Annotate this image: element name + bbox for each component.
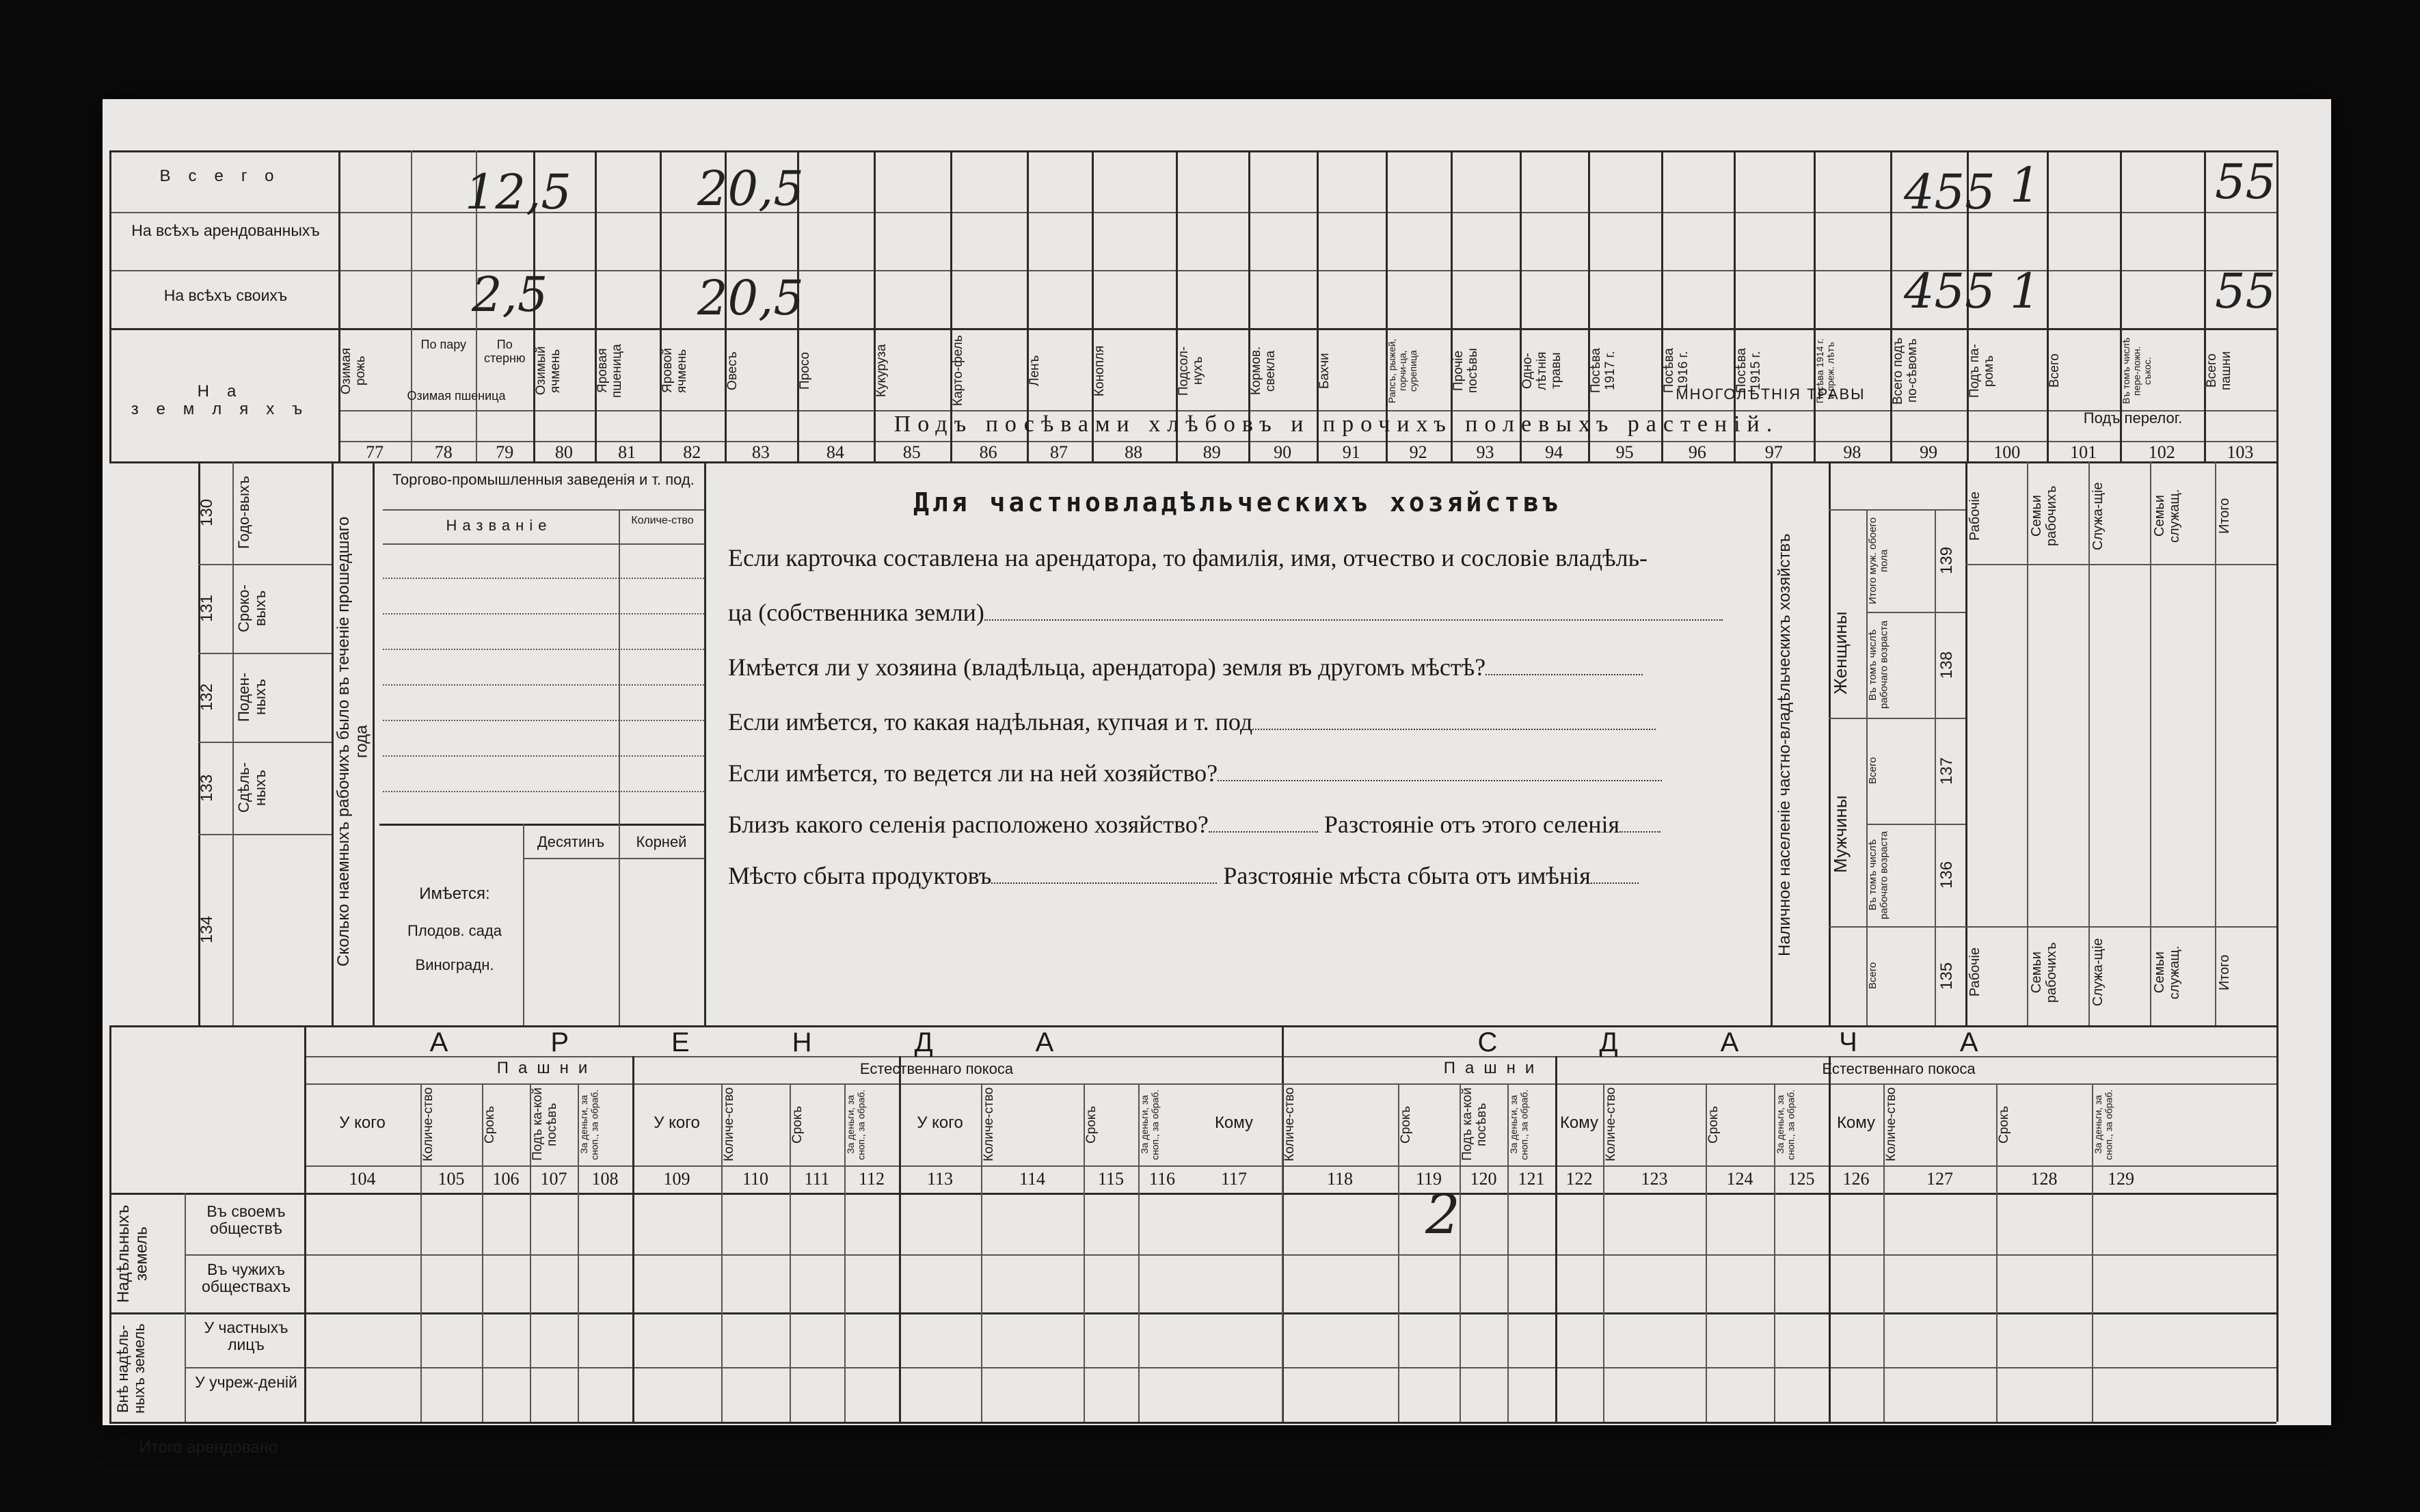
crop-col-103-label: Всего пашни xyxy=(2204,351,2233,391)
q5b: Разстояніе отъ этого селенія xyxy=(1323,811,1620,838)
crop-col-89-label: Подсол-нухъ xyxy=(1176,346,1205,396)
pop-col-137-num: 137 xyxy=(1937,757,1956,785)
lease-col-124-label: Срокъ xyxy=(1706,1105,1721,1144)
crop-col-99-label: Всего подъ по-сѣвомъ xyxy=(1891,337,1920,405)
pop-col-136-label: Въ томъ числѣ рабочаго возраста xyxy=(1867,831,1890,919)
korney-header: Корней xyxy=(636,833,687,850)
lease-col-113-num: 113 xyxy=(926,1169,954,1189)
crop-col-86-num: 86 xyxy=(979,442,997,462)
worker-col-132-label: Поден-ныхъ xyxy=(235,672,269,723)
crop-col-102-label: Въ томъ числѣ пере-ложн. съкос. xyxy=(2120,337,2153,405)
crop-col-93-num: 93 xyxy=(1476,442,1494,462)
pop-col-136-num: 136 xyxy=(1937,861,1956,889)
lease-col-110-label: Количе-ство xyxy=(722,1087,736,1162)
hw-78-own: 2,5 xyxy=(472,267,548,323)
pop-right-bottom-3: Семьи служащ. xyxy=(2152,945,2182,999)
lease-col-115-num: 115 xyxy=(1097,1169,1125,1189)
lease-col-110-num: 110 xyxy=(742,1169,769,1189)
crop-col-97-label: Посѣва 1915 г. xyxy=(1734,348,1763,394)
desyatin-header: Десятинъ xyxy=(537,833,605,850)
lease-col-117-num: 117 xyxy=(1220,1169,1248,1189)
men-label: Мужчины xyxy=(1830,795,1851,873)
lease-col-129-label: За деньги, за сноп., за обраб. xyxy=(2093,1089,2114,1160)
hw-100-own: 1 xyxy=(2010,263,2041,319)
crop-col-79-num: 79 xyxy=(496,442,514,462)
q4: Если имѣется, то ведется ли на ней хозяйство? xyxy=(728,759,1218,787)
lease-col-128-num: 128 xyxy=(2030,1169,2058,1189)
lease-col-123-label: Количе-ство xyxy=(1604,1087,1618,1162)
crop-col-90-label: Кормов. свекла xyxy=(1248,346,1278,396)
lease-col-106-label: Срокъ xyxy=(483,1105,497,1144)
crop-col-99-num: 99 xyxy=(1920,442,1938,462)
fallow-label: Подъ перелог. xyxy=(2083,409,2183,427)
row-lands-label: На земляхъ xyxy=(131,382,321,419)
vineyard-label: Виноградн. xyxy=(415,956,494,973)
arenda-title: АРЕНДА xyxy=(429,1027,1157,1057)
lease-col-125-num: 125 xyxy=(1788,1169,1815,1189)
worker-col-131-num: 131 xyxy=(198,594,216,623)
crop-col-91-label: Бахчи xyxy=(1317,353,1332,389)
row-own-community: Въ своемъ обществѣ xyxy=(206,1202,286,1238)
crop-col-92-label: Рапсъ, рыжей, горчи-ца, сурепица xyxy=(1386,338,1419,403)
hw-103-own: 55 xyxy=(2215,263,2276,319)
lease-col-111-label: Срокъ xyxy=(790,1105,805,1144)
crop-col-89-num: 89 xyxy=(1202,442,1221,462)
crop-col-86-label: Карто-фель xyxy=(950,335,965,407)
lease-col-122-label: Кому xyxy=(1559,1113,1599,1132)
crop-col-85-label: Кукуруза xyxy=(874,344,889,398)
row-private-persons: У частныхъ лицъ xyxy=(204,1319,288,1354)
hw-82-own: 20,5 xyxy=(697,270,804,326)
lease-col-105-num: 105 xyxy=(438,1169,465,1189)
hw-103-total: 55 xyxy=(2215,154,2276,210)
lease-col-119-label: Срокъ xyxy=(1399,1105,1413,1144)
worker-col-134-num: 134 xyxy=(198,915,216,944)
lease-col-112-num: 112 xyxy=(858,1169,885,1189)
crop-col-100-label: Подъ па-ромъ xyxy=(1967,344,1996,398)
lease-col-122-num: 122 xyxy=(1565,1169,1593,1189)
women-label: Женщины xyxy=(1830,611,1851,694)
arenda-pokos: Естественнаго покоса xyxy=(859,1060,1014,1077)
population-caption: Наличное населеніе частно-владѣльческихъ хозяйствъ xyxy=(1775,533,1794,957)
lease-col-118-label: Количе-ство xyxy=(1282,1087,1297,1162)
lease-col-123-num: 123 xyxy=(1641,1169,1668,1189)
crop-col-78-num: 78 xyxy=(434,442,453,462)
lease-col-115-label: Срокъ xyxy=(1084,1105,1099,1144)
crop-col-103-num: 103 xyxy=(2227,442,2254,462)
pop-right-bottom-4: Итого xyxy=(2217,954,2232,990)
lease-col-121-num: 121 xyxy=(1518,1169,1545,1189)
lease-col-116-num: 116 xyxy=(1148,1169,1176,1189)
trade-qty-header: Количе-ство xyxy=(631,515,694,526)
hw-99-own: 455 xyxy=(1904,263,1995,319)
census-card xyxy=(103,99,2331,1457)
crop-col-83-num: 83 xyxy=(751,442,770,462)
crop-col-84-label: Просо xyxy=(798,351,812,390)
row-total-label: Всего xyxy=(159,167,292,185)
hw-99-total: 455 xyxy=(1904,164,1995,220)
lease-col-113-label: У кого xyxy=(917,1113,963,1132)
crop-col-83-label: Овесъ xyxy=(725,351,740,390)
lease-col-105-label: Количе-ство xyxy=(421,1087,435,1162)
crop-col-88-num: 88 xyxy=(1125,442,1143,462)
trade-name-header: Названіе xyxy=(446,517,552,534)
lease-col-124-num: 124 xyxy=(1726,1169,1753,1189)
pop-right-bottom-2: Служа-щіе xyxy=(2090,938,2106,1007)
pop-right-bottom-1: Семьи рабочихъ xyxy=(2029,942,2059,1003)
lease-col-111-num: 111 xyxy=(804,1169,830,1189)
lease-col-116-label: За деньги, за сноп., за обраб. xyxy=(1139,1089,1161,1160)
worker-col-132-num: 132 xyxy=(198,683,216,712)
sdacha-title: СДАЧА xyxy=(1477,1027,2081,1057)
lease-col-114-num: 114 xyxy=(1019,1169,1046,1189)
orchard-label: Плодов. сада xyxy=(407,922,502,939)
pop-col-139-num: 139 xyxy=(1937,546,1956,575)
q3: Если имѣется, то какая надѣльная, купчая и т. под xyxy=(728,708,1253,735)
lease-col-107-num: 107 xyxy=(540,1169,567,1189)
crop-col-98-label: Посѣва 1914 г. и преж. лѣтъ xyxy=(1814,338,1836,403)
crop-col-81-label: Яровая пшеница xyxy=(595,344,624,398)
crop-col-101-label: Всего xyxy=(2047,353,2062,388)
crop-col-82-label: Яровой ячмень xyxy=(660,348,689,394)
lease-col-108-label: За деньги, за сноп., за обраб. xyxy=(578,1089,600,1160)
pop-col-135-num: 135 xyxy=(1937,962,1956,990)
lease-col-128-label: Срокъ xyxy=(1997,1105,2011,1144)
crop-col-95-num: 95 xyxy=(1615,442,1634,462)
row-institutions: У учреж-деній xyxy=(195,1373,297,1391)
lease-col-117-label: Кому xyxy=(1214,1113,1254,1132)
lease-col-106-num: 106 xyxy=(492,1169,520,1189)
crop-col-79-label: По стерню xyxy=(483,338,526,365)
q6a: Мѣсто сбыта продуктовъ xyxy=(728,862,992,889)
row-leased-label: На всѣхъ арендованныхъ xyxy=(131,221,320,239)
lease-col-109-num: 109 xyxy=(663,1169,690,1189)
worker-col-133-label: Сдѣль-ныхъ xyxy=(235,762,269,813)
crop-col-87-label: Ленъ xyxy=(1027,355,1042,387)
perennial-grass-label: МНОГОЛѢТНІЯ ТРАВЫ xyxy=(1676,386,1866,403)
pop-right-top-0: Рабочіе xyxy=(1967,491,1982,541)
lease-col-127-num: 127 xyxy=(1926,1169,1953,1189)
crop-col-96-num: 96 xyxy=(1688,442,1706,462)
pop-col-138-num: 138 xyxy=(1937,651,1956,679)
pop-col-137-label: Всего xyxy=(1867,757,1879,785)
lease-col-119-num: 119 xyxy=(1415,1169,1442,1189)
private-title: Для частновладѣльческихъ хозяйствъ xyxy=(913,487,1561,517)
crop-col-98-num: 98 xyxy=(1843,442,1861,462)
crop-col-77-label: Озимая рожь xyxy=(339,347,368,394)
pop-right-top-1: Семьи рабочихъ xyxy=(2029,485,2059,547)
ozimaya-wheat-label: Озимая пшеница xyxy=(407,389,506,403)
pop-right-top-2: Служа-щіе xyxy=(2090,482,2106,550)
crop-col-85-num: 85 xyxy=(902,442,921,462)
crop-col-84-num: 84 xyxy=(826,442,844,462)
lease-col-121-label: За деньги, за сноп., за обраб. xyxy=(1508,1089,1530,1160)
lease-col-125-label: За деньги, за сноп., за обраб. xyxy=(1775,1089,1797,1160)
hw-78-total: 12,5 xyxy=(465,164,572,220)
crop-col-78-label: По пару xyxy=(420,338,467,351)
worker-col-130-num: 130 xyxy=(198,498,216,527)
hw-100-total: 1 xyxy=(2010,157,2041,213)
lease-col-108-num: 108 xyxy=(591,1169,619,1189)
crop-col-97-num: 97 xyxy=(1764,442,1783,462)
q1a: Если карточка составлена на арендатора, то фамилія, имя, отчество и сословіе владѣль- xyxy=(728,544,1648,571)
hired-workers-caption: Сколько наемныхъ рабочихъ было въ теченіе прошедшаго года xyxy=(334,516,371,967)
worker-col-130-label: Годо-выхъ xyxy=(235,476,252,550)
crop-col-102-num: 102 xyxy=(2148,442,2175,462)
crop-col-94-num: 94 xyxy=(1545,442,1563,462)
crop-col-80-label: Озимый ячмень xyxy=(534,346,563,396)
crop-col-91-num: 91 xyxy=(1342,442,1360,462)
crop-col-87-num: 87 xyxy=(1050,442,1068,462)
pop-right-top-4: Итого xyxy=(2217,498,2232,535)
trade-title: Торгово-промышленныя заведенія и т. под. xyxy=(392,471,695,488)
crop-col-96-label: Посѣва 1916 г. xyxy=(1661,348,1691,394)
row-own-label: На всѣхъ своихъ xyxy=(163,286,288,304)
row-other-communities: Въ чужихъ обществахъ xyxy=(201,1260,291,1296)
sdacha-pashni: Пашни xyxy=(1443,1059,1544,1077)
crop-col-90-num: 90 xyxy=(1274,442,1292,462)
has-label: Имѣется: xyxy=(419,885,490,903)
crop-col-92-num: 92 xyxy=(1409,442,1427,462)
crop-col-100-num: 100 xyxy=(1993,442,2021,462)
lease-col-126-num: 126 xyxy=(1842,1169,1870,1189)
non-allotment-group-label: Внѣ надѣль-ныхъ земель xyxy=(114,1323,148,1414)
crop-col-101-num: 101 xyxy=(2070,442,2097,462)
crop-col-93-label: Прочіе посѣвы xyxy=(1451,348,1481,394)
lease-col-120-label: Подъ ка-кой посѣвъ xyxy=(1460,1088,1489,1161)
total-leased-label: Итого арендовано xyxy=(139,1438,278,1457)
worker-col-133-num: 133 xyxy=(198,774,216,802)
lease-col-112-label: За деньги, за сноп., за обраб. xyxy=(845,1089,867,1160)
crop-col-94-label: Одно-лѣтнія травы xyxy=(1520,351,1563,390)
lease-col-114-label: Количе-ство xyxy=(982,1087,996,1162)
crop-col-82-num: 82 xyxy=(683,442,701,462)
lease-col-109-label: У кого xyxy=(654,1113,700,1132)
pop-col-138-label: Въ томъ числѣ рабочаго возраста xyxy=(1867,620,1890,710)
pop-right-bottom-0: Рабочіе xyxy=(1967,947,1982,997)
crop-col-95-label: Посѣва 1917 г. xyxy=(1589,348,1618,394)
lease-col-104-label: У кого xyxy=(339,1113,386,1132)
lease-col-120-num: 120 xyxy=(1470,1169,1497,1189)
pop-right-top-3: Семьи служащ. xyxy=(2152,489,2182,543)
sdacha-pokos: Естественнаго покоса xyxy=(1822,1060,1976,1077)
lease-col-129-num: 129 xyxy=(2108,1169,2134,1189)
lease-col-118-num: 118 xyxy=(1326,1169,1354,1189)
worker-col-131-label: Сроко-выхъ xyxy=(235,584,269,632)
arenda-pashni: Пашни xyxy=(496,1059,597,1077)
pop-col-139-label: Итого муж. обоего пола xyxy=(1867,517,1890,604)
q6b: Разстояніе мѣста сбыта отъ имѣнія xyxy=(1223,862,1591,889)
allotment-group-label: Надѣльныхъ земель xyxy=(114,1204,151,1304)
crops-band-title: Подъ посѣвами хлѣбовъ и прочихъ полевыхъ растеній. xyxy=(893,411,1779,437)
crop-col-77-num: 77 xyxy=(366,442,384,462)
crop-col-80-num: 80 xyxy=(554,442,573,462)
lease-col-127-label: Количе-ство xyxy=(1884,1087,1898,1162)
lease-col-104-num: 104 xyxy=(349,1169,376,1189)
hw-118: 2 xyxy=(1425,1183,1460,1246)
q2: Имѣется ли у хозяина (владѣльца, арендатора) земля въ другомъ мѣстѣ? xyxy=(728,653,1486,681)
lease-col-107-label: Подъ ка-кой посѣвъ xyxy=(530,1088,559,1161)
crop-col-88-label: Конопля xyxy=(1092,345,1107,396)
q1b: ца (собственника земли) xyxy=(728,599,984,626)
lease-col-126-label: Кому xyxy=(1836,1113,1876,1132)
q5a: Близъ какого селенія расположено хозяйство? xyxy=(728,811,1209,838)
hw-82-total: 20,5 xyxy=(697,161,804,217)
crop-col-81-num: 81 xyxy=(618,442,636,462)
pop-col-135-label: Всего xyxy=(1867,962,1879,990)
